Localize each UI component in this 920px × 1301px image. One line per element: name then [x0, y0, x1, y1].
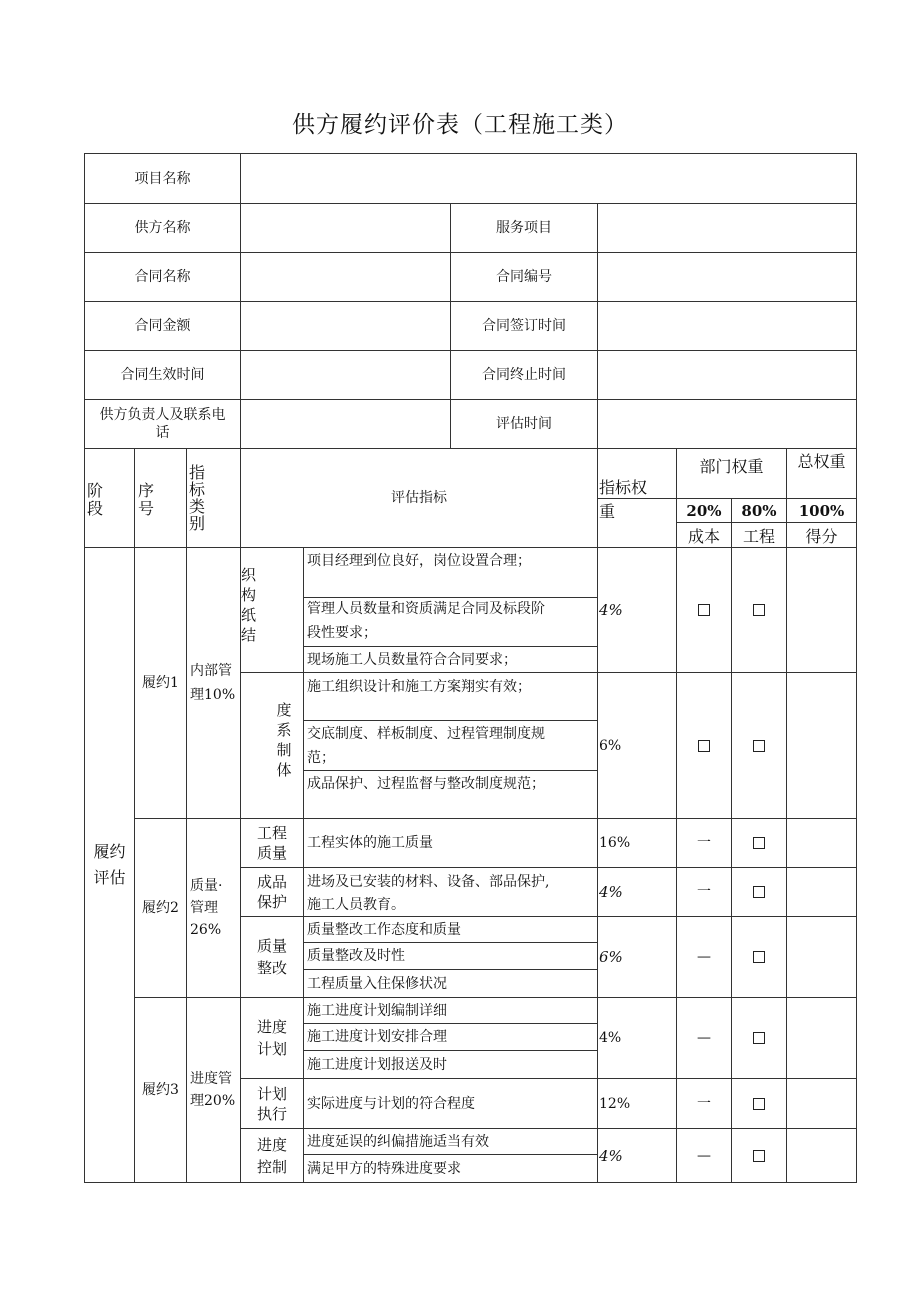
seq-2: 履约2: [142, 900, 179, 916]
q1-item: 工程实体的施工质量: [307, 835, 433, 851]
q2-cost-dash: 一: [697, 884, 711, 900]
category-3: 进度管 理20%: [190, 1071, 236, 1109]
p3-weight: 4%: [599, 1146, 623, 1165]
col-cost: 成本: [687, 528, 720, 546]
p3-cost-dash: —: [697, 1147, 711, 1164]
p2-weight: 12%: [599, 1095, 631, 1112]
checkbox[interactable]: [753, 740, 765, 752]
effective-time-field[interactable]: [241, 351, 450, 399]
sub-q3: 质量 整改: [256, 937, 287, 977]
q2-weight: 4%: [599, 883, 623, 901]
q2-eng-check[interactable]: [732, 868, 786, 916]
category-2: 质量· 管理 26%: [190, 878, 223, 938]
sub-org: 织 构 纸 结: [241, 566, 257, 644]
label-eval-time: 评估时间: [496, 416, 552, 432]
label-sign-time: 合同签订时间: [482, 318, 566, 334]
p3-eng-check[interactable]: [732, 1129, 786, 1182]
col-score: 得分: [805, 528, 838, 546]
sys-item-4: 成品保护、过程监督与整改制度规范；: [307, 776, 545, 792]
p3-item-1: 进度延误的纠偏措施适当有效: [307, 1133, 489, 1150]
sub-p3: 进度 控制: [256, 1135, 287, 1176]
col-total-weight: 总权重: [797, 452, 846, 471]
sys-cost-check[interactable]: [677, 673, 731, 818]
col-cost-pct: 20%: [686, 501, 722, 520]
checkbox[interactable]: [753, 1032, 765, 1044]
q3-item-2: 质量整改及时性: [307, 948, 405, 964]
p1-item-3: 施工进度计划报送及时: [307, 1056, 447, 1073]
org-eng-check[interactable]: [732, 548, 786, 672]
checkbox[interactable]: [753, 1098, 765, 1110]
col-dept-weight: 部门权重: [699, 457, 764, 476]
col-indicator: 评估指标: [391, 490, 447, 506]
p1-weight: 4%: [599, 1030, 622, 1046]
q2-item-2: 施工人员教育。: [307, 896, 405, 913]
contact-field[interactable]: [241, 400, 450, 448]
org-cost-check[interactable]: [677, 548, 731, 672]
stage-label: 履约 评估: [93, 842, 126, 887]
org-item-3: 段性要求；: [307, 625, 377, 641]
q3-item-1: 质量整改工作态度和质量: [307, 921, 461, 938]
service-item-field[interactable]: [598, 204, 856, 252]
sub-q2: 成品 保护: [256, 873, 287, 911]
label-effective-time: 合同生效时间: [120, 367, 205, 383]
p1-item-2: 施工进度计划安排合理: [307, 1029, 447, 1045]
project-name-field[interactable]: [241, 154, 856, 203]
label-service-item: 服务项目: [496, 220, 552, 236]
p2-cost-dash: 一: [697, 1095, 711, 1112]
checkbox[interactable]: [753, 1150, 765, 1162]
label-contract-name: 合同名称: [134, 269, 191, 285]
sys-weight: 6%: [599, 737, 622, 754]
p1-cost-dash: —: [697, 1030, 711, 1046]
q3-eng-check[interactable]: [732, 917, 786, 997]
sub-p1: 进度 计划: [256, 1018, 287, 1058]
q3-score[interactable]: [787, 917, 856, 997]
p3-item-2: 满足甲方的特殊进度要求: [307, 1160, 461, 1177]
p2-item: 实际进度与计划的符合程度: [307, 1095, 475, 1112]
p2-eng-check[interactable]: [732, 1079, 786, 1128]
checkbox[interactable]: [753, 886, 765, 898]
q2-item-1: 进场及已安装的材料、设备、部品保护,: [307, 873, 550, 890]
q2-score[interactable]: [787, 868, 856, 916]
label-contact-line2: 话: [155, 425, 170, 441]
q1-cost-dash: 一: [697, 835, 711, 851]
contract-no-field[interactable]: [598, 253, 856, 301]
label-supplier-name: 供方名称: [134, 220, 191, 236]
p1-eng-check[interactable]: [732, 998, 786, 1078]
p1-score[interactable]: [787, 998, 856, 1078]
col-category: 指 标 类 别: [189, 463, 206, 533]
sys-item-2: 交底制度、样板制度、过程管理制度规: [307, 726, 545, 742]
label-project-name: 项目名称: [134, 170, 191, 187]
label-contact: [85, 400, 240, 448]
q3-cost-dash: —: [697, 949, 711, 965]
q3-item-3: 工程质量入住保修状况: [307, 975, 447, 992]
checkbox[interactable]: [753, 604, 765, 616]
end-time-field[interactable]: [598, 351, 856, 399]
page-title: 供方履约评价表（工程施工类）: [292, 112, 628, 138]
contract-amount-field[interactable]: [241, 302, 450, 350]
sys-eng-check[interactable]: [732, 673, 786, 818]
label-end-time: 合同终止时间: [482, 367, 566, 383]
seq-3: 履约3: [142, 1082, 179, 1098]
category-1: 内部管 理10%: [190, 663, 236, 703]
checkbox[interactable]: [753, 951, 765, 963]
checkbox[interactable]: [698, 740, 710, 752]
sub-p2: 计划 执行: [256, 1084, 287, 1123]
sys-item-1: 施工组织设计和施工方案翔实有效；: [307, 679, 531, 695]
contract-name-field[interactable]: [241, 253, 450, 301]
col-stage: 阶 段: [87, 481, 104, 518]
label-contract-amount: 合同金额: [134, 318, 191, 334]
p3-score[interactable]: [787, 1129, 856, 1182]
seq-1: 履约1: [142, 675, 179, 691]
col-eng: 工程: [742, 528, 775, 546]
col-total-pct: 100%: [798, 501, 845, 520]
col-weight: 指标权 重: [599, 478, 648, 521]
sub-q1: 工程 质量: [256, 824, 287, 862]
p1-item-1: 施工进度计划编制详细: [307, 1002, 447, 1019]
org-item-2: 管理人员数量和资质满足合同及标段阶: [307, 601, 545, 617]
p2-score[interactable]: [787, 1079, 856, 1128]
checkbox[interactable]: [753, 837, 765, 849]
sys-score[interactable]: [787, 673, 856, 818]
org-weight: 4%: [599, 601, 623, 619]
eval-time-field[interactable]: [598, 400, 856, 448]
checkbox[interactable]: [698, 604, 710, 616]
label-contract-no: 合同编号: [496, 269, 552, 285]
sign-time-field[interactable]: [598, 302, 856, 350]
col-eng-pct: 80%: [741, 501, 777, 520]
label-contact-line1: 供方负责人及联系电: [99, 407, 226, 423]
org-item-4: 现场施工人员数量符合合同要求；: [307, 651, 517, 668]
q1-score[interactable]: [787, 819, 856, 867]
sub-sys: 度 系 制 体: [276, 701, 292, 779]
q3-weight: 6%: [599, 948, 623, 966]
q1-eng-check[interactable]: [732, 819, 786, 867]
org-score[interactable]: [787, 548, 856, 672]
sys-item-3: 范；: [307, 750, 335, 766]
org-item-1: 项目经理到位良好，岗位设置合理；: [307, 553, 531, 569]
col-seq: 序 号: [138, 481, 155, 518]
q1-weight: 16%: [599, 835, 631, 851]
supplier-name-field[interactable]: [241, 204, 450, 252]
